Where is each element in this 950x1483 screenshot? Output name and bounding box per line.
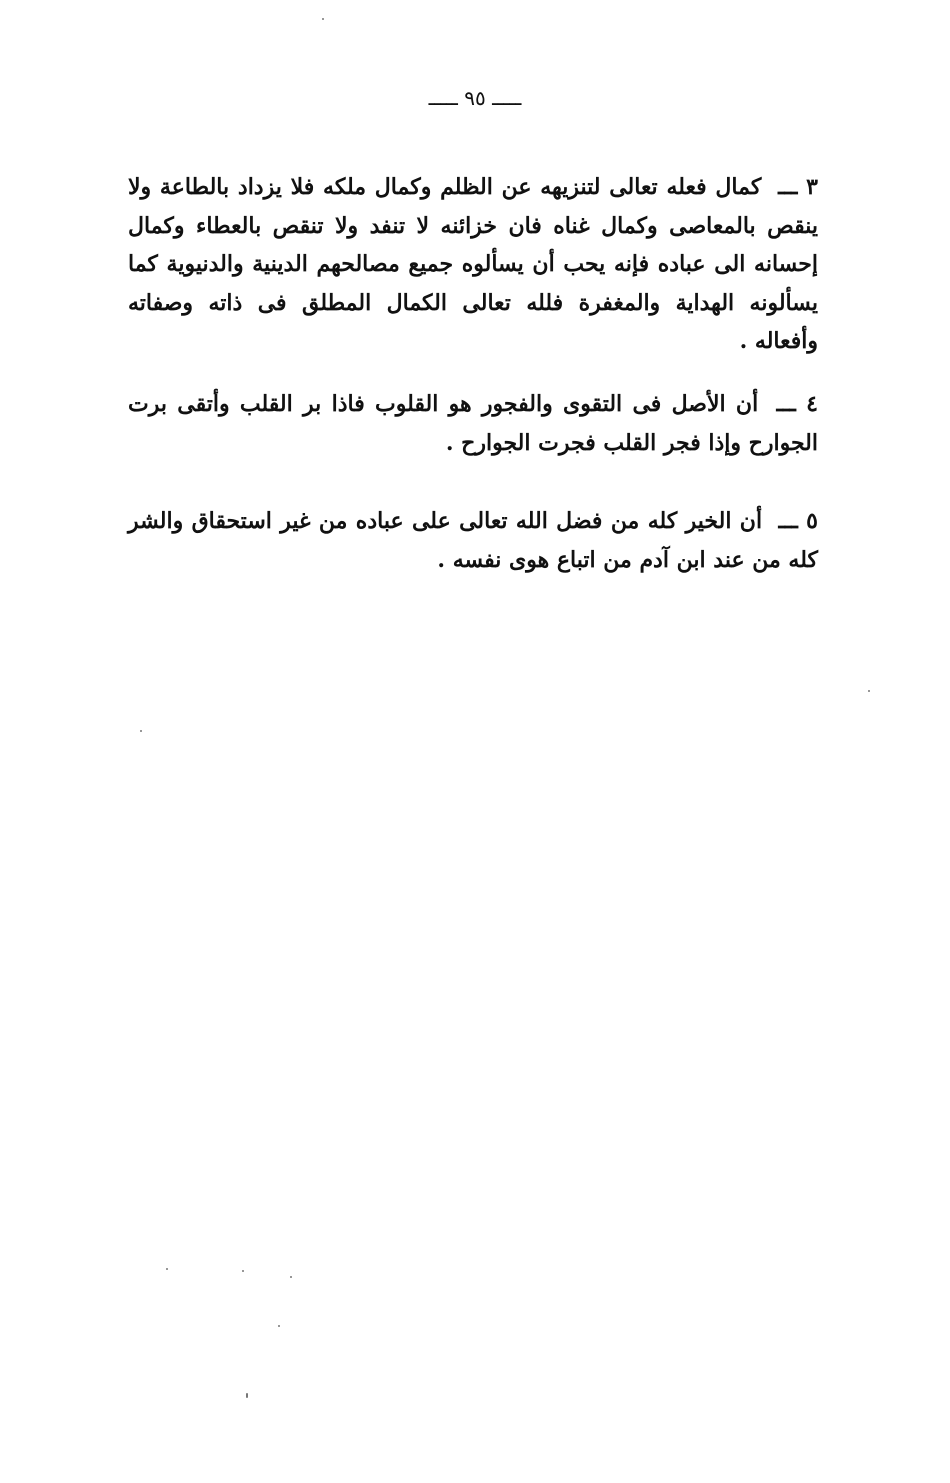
page-number-ornament: ـــــ ٩٥ ـــــ <box>428 86 522 110</box>
paragraph-item-5 <box>128 502 818 579</box>
paragraph-text: أن الخير كله من فضل الله تعالى على عباده من غير استحقاق والشر كله من عند ابن آدم من اتباع هوى نفسه . <box>128 508 818 573</box>
item-number: ٤ ـــ <box>776 391 818 417</box>
scan-speck <box>322 18 324 20</box>
scan-speck <box>868 690 870 692</box>
paragraph-item-4 <box>128 385 818 462</box>
scan-speck <box>140 730 142 732</box>
item-number: ٥ ـــ <box>778 508 818 534</box>
item-number: ٣ ـــ <box>778 174 818 200</box>
scan-speck <box>290 1276 292 1278</box>
paragraph-text: كمال فعله تعالى لتنزيهه عن الظلم وكمال ملكه فلا يزداد بالطاعة ولا ينقص بالمعاصى وكمال غناه فان خزائنه لا تنفد ولا تنقص بالعطاء وكمال إحسانه الى عباده فإنه يحب أن يسألوه جميع مصالحهم الدينية والدنيوية كما يسألونه الهداية والمغفرة فلله تعالى الكمال المطلق فى ذاته وصفاته وأفعاله . <box>128 174 818 354</box>
paragraph-item-3 <box>128 168 818 361</box>
scan-speck <box>246 1393 248 1398</box>
scan-speck <box>166 1268 168 1270</box>
paragraph-text: أن الأصل فى التقوى والفجور هو القلوب فاذا بر القلب وأتقى برت الجوارح وإذا فجر القلب فجرت الجوارح . <box>128 391 818 456</box>
scan-speck <box>242 1270 244 1272</box>
scan-speck <box>278 1325 280 1327</box>
